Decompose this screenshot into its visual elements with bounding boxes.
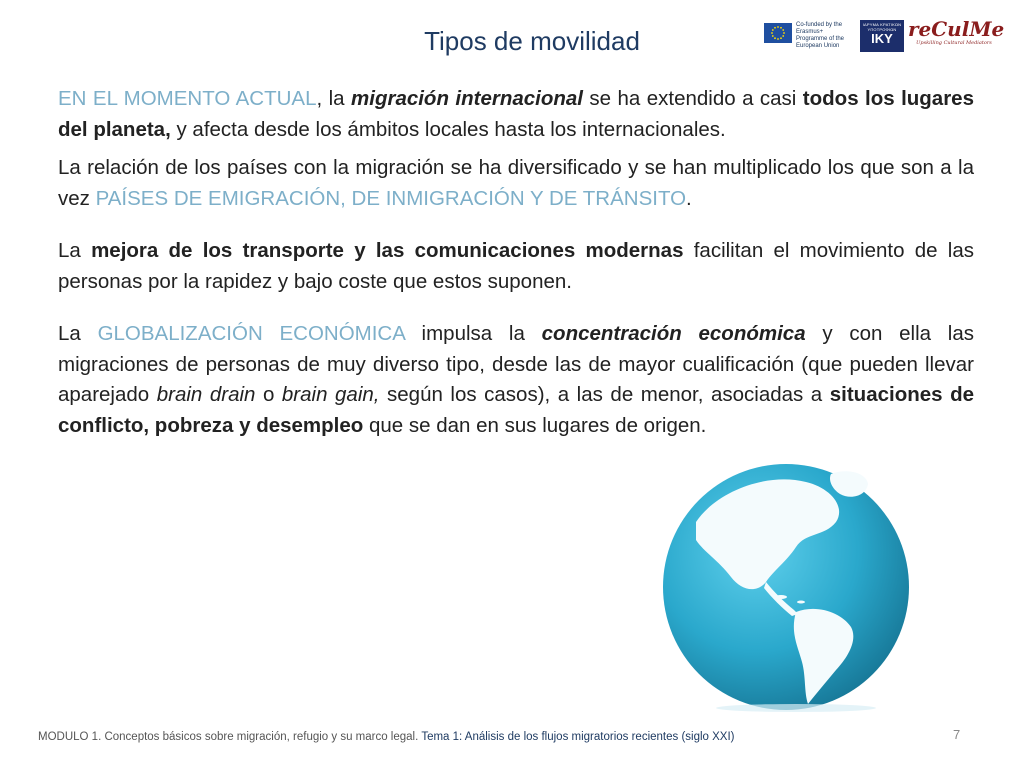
text: y con ella las migraciones de personas de muy diverso tipo, desde las de mayor cualificación (que pueden llevar aparejado — [58, 322, 975, 406]
highlight-text: GLOBALIZACIÓN ECONÓMICA — [97, 322, 405, 345]
text: La relación de los países con la migración se ha diversificado y se han multiplicado los que son a la vez — [58, 156, 974, 210]
footer-topic: Tema 1: Análisis de los flujos migratorios recientes (siglo XXI) — [421, 731, 735, 743]
text: según los casos), a las de menor, asociadas a — [379, 383, 830, 406]
text: facilitan el movimiento de las personas por la rapidez y bajo coste que estos suponen. — [58, 239, 975, 293]
recult-logo — [908, 17, 1005, 46]
text: . — [686, 186, 692, 210]
text: que se dan en sus lugares de origen. — [363, 413, 707, 437]
text: o — [255, 383, 282, 406]
iky-small-text: ΙΔΡΥΜΑ ΚΡΑΤΙΚΩΝ ΥΠΟΤΡΟΦΙΩΝ — [862, 22, 902, 32]
text: se ha extendido a casi — [583, 87, 803, 110]
italic-text: brain gain, — [281, 383, 380, 406]
emphasis-text: concentración económica — [541, 322, 806, 345]
paragraph-3 — [58, 236, 974, 297]
footer-module: MODULO 1. Conceptos básicos sobre migración, refugio y su marco legal. — [38, 731, 419, 743]
paragraph-4 — [58, 319, 974, 441]
recult-logo-word: reCulMe — [908, 17, 1005, 41]
emphasis-text: migración internacional — [351, 87, 583, 110]
highlight-text: PAÍSES DE EMIGRACIÓN, DE INMIGRACIÓN Y DE TRÁNSITO — [95, 186, 687, 210]
slide-body — [58, 84, 974, 441]
globe-icon — [656, 462, 970, 712]
bold-text: situaciones de conflicto, pobreza y desempleo — [58, 383, 974, 437]
bold-text: mejora de los transporte y las comunicaciones modernas — [91, 239, 684, 262]
eu-cofunded-text: Co-funded by the Erasmus+ Programme of the European Union — [796, 22, 845, 49]
recult-logo-subtitle: Upskilling Cultural Mediators — [916, 40, 992, 46]
paragraph-2 — [58, 153, 974, 214]
text: La — [58, 239, 92, 262]
text: impulsa la — [404, 322, 542, 345]
partner-logos — [762, 17, 1005, 54]
eu-flag-icon — [764, 23, 792, 43]
text: y afecta desde los ámbitos locales hasta los internacionales. — [170, 117, 726, 141]
iky-logo — [860, 20, 904, 52]
bold-text: todos los lugares del planeta, — [58, 87, 974, 141]
text: , la — [316, 87, 352, 110]
text: La — [58, 322, 98, 345]
iky-big-text: IKY — [871, 31, 893, 46]
slide-footer — [38, 731, 735, 743]
slide-title: Tipos de movilidad — [424, 26, 640, 56]
paragraph-1 — [58, 84, 974, 145]
italic-text: brain drain — [156, 383, 256, 406]
page-number: 7 — [953, 727, 961, 742]
highlight-text: EN EL MOMENTO ACTUAL — [58, 87, 317, 110]
